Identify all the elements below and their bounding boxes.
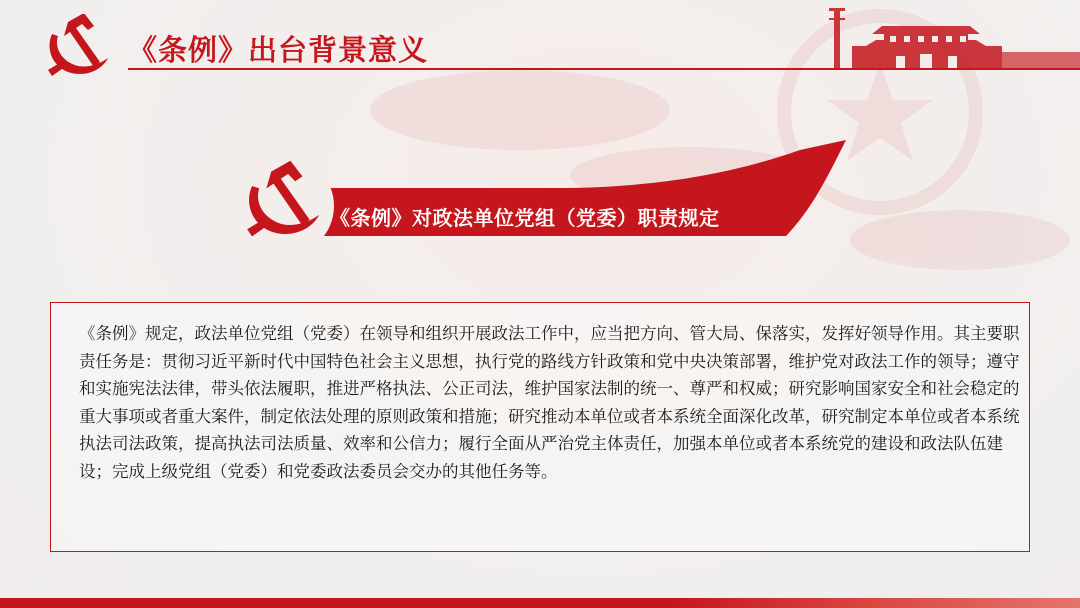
page-title: 《条例》出台背景意义 [128, 33, 429, 67]
tiananmen-gate-icon [812, 4, 1080, 70]
banner-title: 《条例》对政法单位党组（党委）职责规定 [330, 206, 720, 230]
section-banner [226, 140, 856, 258]
hammer-sickle-icon [42, 14, 114, 80]
content-paragraph: 《条例》规定，政法单位党组（党委）在领导和组织开展政法工作中，应当把方向、管大局、保落实，发挥好领导作用。其主要职责任务是：贯彻习近平新时代中国特色社会主义思想，执行党的路线方针政策和党中央决策部署，维护党对政法工作的领导；遵守和实施宪法法律，带头依法履职，推进严格执法、公正司法，维护国家法制的统一、尊严和权威；研究影响国家安全和社会稳定的重大事项或者重大案件，制定依法处理的原则政策和措施；研究推动本单位或者本系统全面深化改革，研究制定本单位或者本系统执法司法政策，提高执法司法质量、效率和公信力；履行全面从严治党主体责任，加强本单位或者本系统党的建设和政法队伍建设；完成上级党组（党委）和党委政法委员会交办的其他任务等。 [79, 324, 1020, 481]
bottom-bar [0, 598, 1080, 608]
